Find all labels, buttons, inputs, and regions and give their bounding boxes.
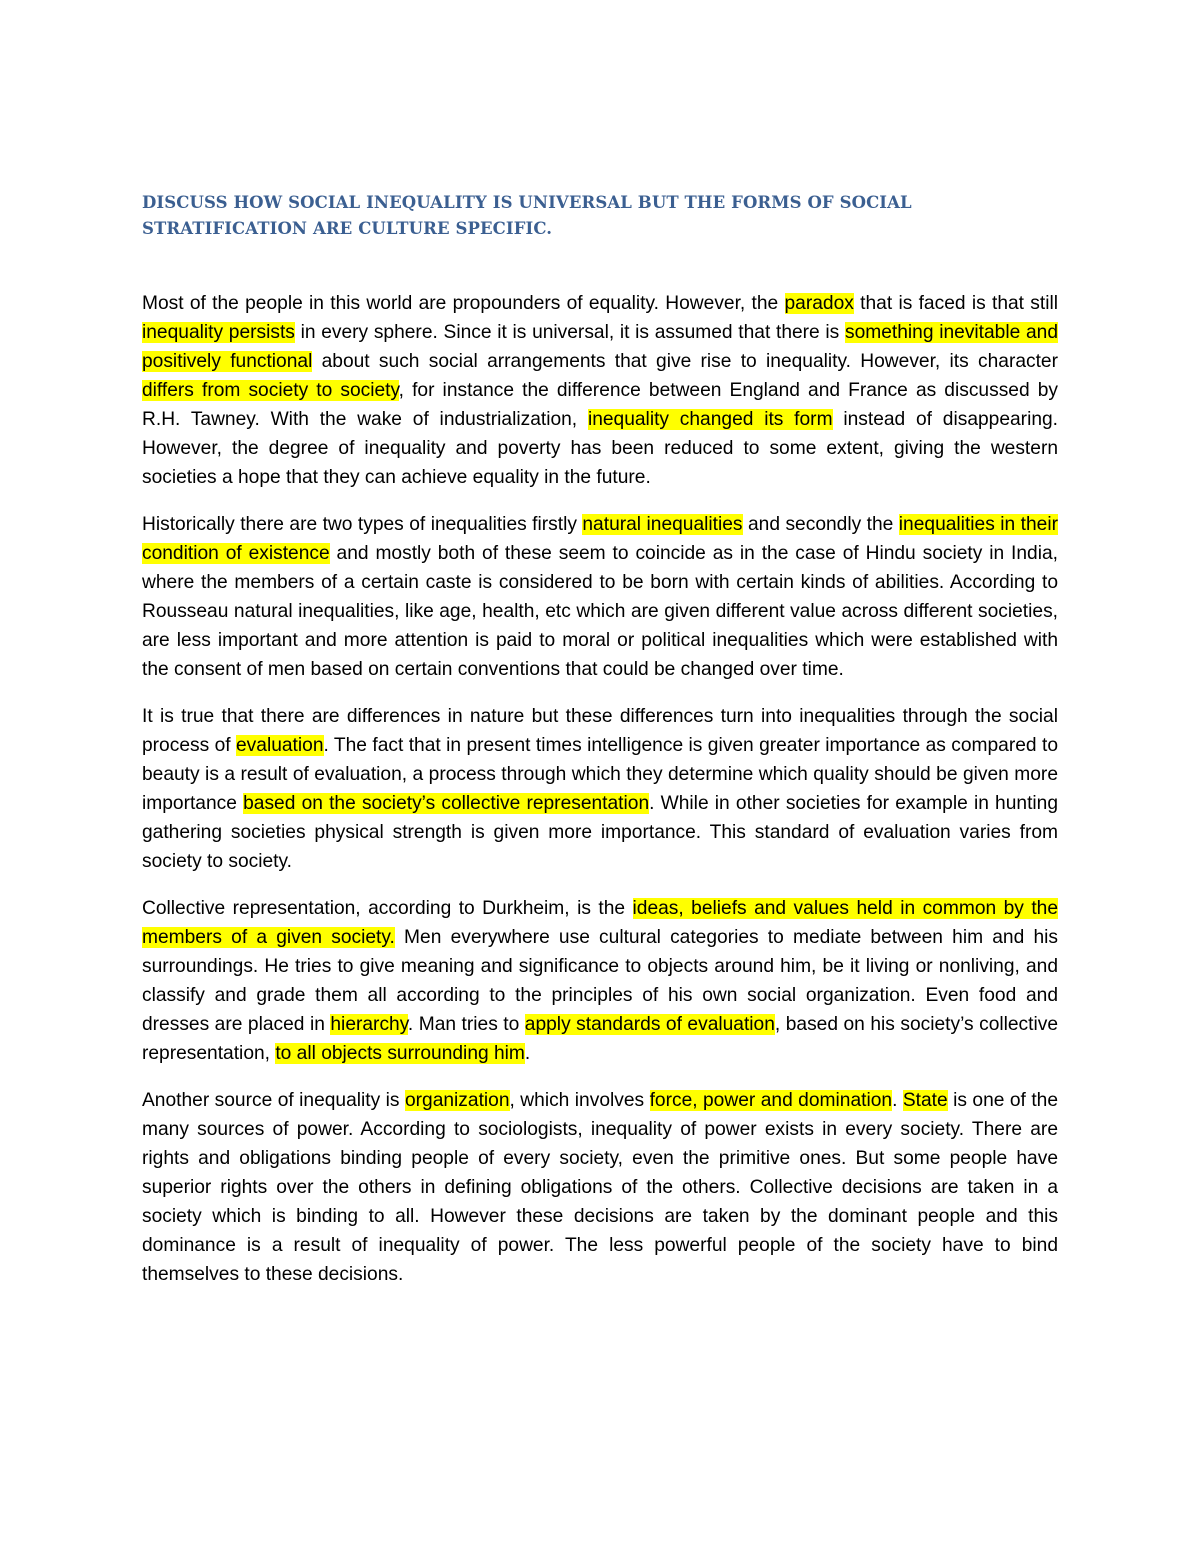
text-run: is one of the many sources of power. According to sociologists, inequality of power exists in every society. There are rights and obligations binding people of every society, even the primitive ones. But some people have superior rights over the others in defining obligations of the others. Collective decisions are taken in a society which is binding to all. However these decisions are taken by the dominant people and this dominance is a result of inequality of power. The less powerful people of the society have to bind themselves to these decisions. — [142, 1090, 1058, 1285]
text-run: It is true that there are differences in nature but these differences turn into inequalities through the social process of — [142, 706, 1058, 756]
text-run: Historically there are two types of inequalities firstly — [142, 514, 583, 535]
text-run: . The fact that in present times intelligence is given greater importance as compared to beauty is a result of evaluation, a process through which they determine which quality should be given more importance — [142, 735, 1058, 814]
text-run: . — [892, 1090, 903, 1111]
highlighted-phrase: inequality persists — [142, 322, 295, 343]
text-run: , which involves — [509, 1090, 650, 1111]
highlighted-phrase: force, power and domination — [649, 1090, 893, 1111]
text-run: Most of the people in this world are propounders of equality. However, the — [142, 293, 785, 314]
highlighted-phrase: to all objects surrounding him — [275, 1043, 525, 1064]
text-run: , for instance the difference between England and France as discussed by R.H. Tawney. With the wake of industrialization, — [142, 380, 1058, 430]
document-body — [142, 289, 1058, 1289]
highlighted-phrase: hierarchy — [330, 1014, 408, 1035]
highlighted-phrase: apply standards of evaluation — [524, 1014, 775, 1035]
document-page — [142, 0, 1058, 1307]
text-run: about such social arrangements that give rise to inequality. However, its character — [312, 351, 1058, 372]
paragraph — [142, 894, 1058, 1068]
text-run: Collective representation, according to Durkheim, is the — [142, 898, 633, 919]
text-run: . Man tries to — [407, 1014, 525, 1035]
document-title — [142, 190, 1058, 242]
highlighted-phrase: natural inequalities — [582, 514, 743, 535]
highlighted-phrase: State — [902, 1090, 948, 1111]
highlighted-phrase: differs from society to society — [142, 380, 399, 401]
highlighted-phrase: ideas, beliefs and values held in common by the members of a given society. — [142, 898, 1059, 948]
title-line-2: STRATIFICATION ARE CULTURE SPECIFIC. — [142, 219, 553, 238]
text-run: that is faced is that still — [853, 293, 1058, 314]
text-run: . While in other societies for example in hunting gathering societies physical strength is given more importance. This standard of evaluation varies from society to society. — [142, 793, 1059, 872]
paragraph — [142, 289, 1058, 492]
highlighted-phrase: inequalities in their condition of existence — [142, 514, 1058, 564]
highlighted-phrase: evaluation — [236, 735, 324, 756]
title-line-1: DISCUSS HOW SOCIAL INEQUALITY IS UNIVERSAL BUT THE FORMS OF SOCIAL — [142, 193, 912, 212]
highlighted-phrase: based on the society’s collective representation — [243, 793, 650, 814]
highlighted-phrase: organization — [404, 1090, 510, 1111]
text-run: , based on his society’s collective representation, — [142, 1014, 1059, 1064]
paragraph — [142, 510, 1058, 684]
text-run: instead of disappearing. However, the degree of inequality and poverty has been reduced to some extent, giving the western societies a hope that they can achieve equality in the future. — [142, 409, 1059, 488]
text-run: . — [524, 1043, 531, 1064]
text-run: in every sphere. Since it is universal, it is assumed that there is — [294, 322, 845, 343]
text-run: and secondly the — [742, 514, 899, 535]
highlighted-phrase: inequality changed its form — [587, 409, 833, 430]
paragraph — [142, 702, 1058, 876]
text-run: Men everywhere use cultural categories to mediate between him and his surroundings. He tries to give meaning and significance to objects around him, be it living or nonliving, and classify and grade them all according to the principles of his own social organization. Even food and dresses are placed in — [142, 927, 1058, 1035]
highlighted-phrase: something inevitable and positively functional — [142, 322, 1058, 372]
paragraph — [142, 1086, 1058, 1289]
highlighted-phrase: paradox — [784, 293, 854, 314]
text-run: Another source of inequality is — [142, 1090, 405, 1111]
text-run: and mostly both of these seem to coincide as in the case of Hindu society in India, where the members of a certain caste is considered to be born with certain kinds of abilities. According to Rousseau natural inequalities, like age, health, etc which are given different value across different societies, are less important and more attention is paid to moral or political inequalities which were established with the consent of men based on certain conventions that could be changed over time. — [142, 543, 1058, 680]
